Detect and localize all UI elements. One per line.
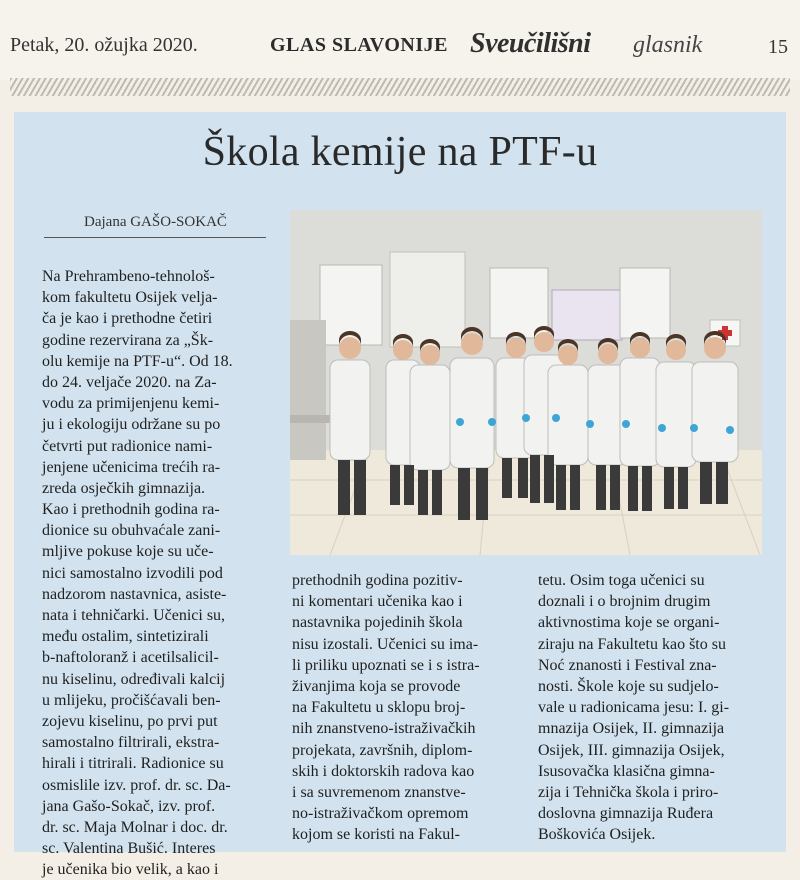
article-text-line: Kao i prethodnih godina ra- bbox=[42, 501, 220, 519]
article-text-line: Osijek, III. gimnazija Osijek, bbox=[538, 741, 725, 759]
article-column-2 bbox=[292, 570, 512, 845]
article-text-line: prethodnih godina pozitiv- bbox=[292, 572, 463, 589]
article-text-line: nih znanstveno-istraživačkih bbox=[292, 720, 476, 738]
article-text-line: doznali i o brojnim drugim bbox=[538, 593, 711, 611]
article-text-line: nisu izostali. Učenici su ima- bbox=[292, 635, 479, 653]
newspaper-name: GLAS SLAVONIJE bbox=[270, 34, 448, 56]
supplement-name: Sveučilišni bbox=[470, 28, 591, 59]
page-number: 15 bbox=[768, 36, 788, 58]
article-text-line: Boškovića Osijek. bbox=[538, 826, 656, 844]
article-text-line: sc. Valentina Bušić. Interes bbox=[42, 840, 216, 858]
article-text-line: godine rezervirana za „Šk- bbox=[42, 331, 214, 349]
article-text-line: zija i Tehnička škola i priro- bbox=[538, 783, 719, 801]
article-text-line: no-istraživačkom opremom bbox=[292, 805, 469, 823]
article-text-line: aktivnostima koje se organi- bbox=[538, 614, 720, 632]
article-text-line: dionice su obuhvaćale zani- bbox=[42, 522, 221, 540]
article-byline: Dajana GAŠO-SOKAČ bbox=[84, 214, 227, 230]
supplement-subname: glasnik bbox=[633, 32, 703, 58]
article-text-line: četvrti put radionice nami- bbox=[42, 437, 213, 455]
article-text-line: kojom se koristi na Fakul- bbox=[292, 826, 460, 844]
article-column-3 bbox=[538, 570, 764, 845]
article-text-line: li priliku upoznati se i s istra- bbox=[292, 656, 480, 674]
article-text-line: nadzorom nastavnica, asiste- bbox=[42, 585, 227, 603]
article-text-line: ni komentari učenika kao i bbox=[292, 593, 463, 611]
article-text-line: živanjima koja se provode bbox=[292, 677, 461, 695]
article-text-line: projekata, završnih, diplom- bbox=[292, 741, 473, 759]
article-text-line: nici samostalno izvodili pod bbox=[42, 564, 223, 582]
article-text-line: nastavnika pojedinih škola bbox=[292, 614, 463, 632]
article-text-line: na Fakultetu u sklopu broj- bbox=[292, 699, 466, 717]
article-text-line: hirali i titrirali. Radionice su bbox=[42, 755, 224, 773]
article-text-line: među ostalim, sintetizirali bbox=[42, 628, 209, 646]
article-text-line: vale u radionicama jesu: I. gi- bbox=[538, 699, 730, 717]
byline-divider bbox=[44, 237, 266, 238]
group-photo-icon bbox=[290, 210, 762, 555]
article-text-line: ziraju na Fakultetu kao što su bbox=[538, 635, 726, 653]
article-text-line: b-naftoloranž i acetilsalicil- bbox=[42, 649, 219, 667]
article-text-line: olu kemije na PTF-u“. Od 18. bbox=[42, 352, 233, 370]
article-text-line: jana Gašo-Sokač, izv. prof. bbox=[42, 797, 216, 815]
article-text-line: skih i doktorskih radova kao bbox=[292, 762, 475, 780]
issue-date: Petak, 20. ožujka 2020. bbox=[10, 34, 198, 56]
article-text-line: doslovna gimnazija Ruđera bbox=[538, 805, 714, 823]
article-title: Škola kemije na PTF-u bbox=[202, 129, 598, 175]
article-text-line: i sa suvremenom znanstve- bbox=[292, 783, 466, 801]
article-text-line: do 24. veljače 2020. na Za- bbox=[42, 373, 217, 391]
article-text-line: jenjene učenicima trećih ra- bbox=[42, 458, 221, 476]
article-text-line: Na Prehrambeno-tehnološ- bbox=[42, 268, 215, 285]
header-divider bbox=[10, 78, 790, 96]
article-text-line: zreda osječkih gimnazija. bbox=[42, 479, 206, 497]
article-text-line: mnazija Osijek, II. gimnazija bbox=[538, 720, 725, 738]
article-text-line: mljive pokuse koje su uče- bbox=[42, 543, 214, 561]
article-text-line: kom fakultetu Osijek velja- bbox=[42, 289, 218, 307]
article-column-1 bbox=[42, 266, 270, 880]
article-text-line: nosti. Škole koje su sudjelo- bbox=[538, 677, 719, 695]
article-text-line: Isusovačka klasična gimna- bbox=[538, 762, 715, 780]
article-text-line: ju i ekologiju održane su po bbox=[42, 416, 221, 434]
article-text-line: nu kiselinu, određivali kalcij bbox=[42, 670, 226, 688]
article-text-line: nata i tehničarki. Učenici su, bbox=[42, 607, 226, 624]
article-text-line: Noć znanosti i Festival zna- bbox=[538, 656, 717, 674]
newspaper-header bbox=[0, 0, 800, 80]
article-text-line: osmislile izv. prof. dr. sc. Da- bbox=[42, 776, 231, 794]
article-text-line: samostalno filtrirali, ekstra- bbox=[42, 734, 220, 752]
article-text-line: ča je kao i prethodne četiri bbox=[42, 310, 213, 328]
photo-illustration bbox=[290, 210, 762, 555]
article-text-line: zojevu kiselinu, po prvi put bbox=[42, 712, 218, 730]
article-text-line: tetu. Osim toga učenici su bbox=[538, 572, 705, 589]
article-text-line: je učenika bio velik, a kao i bbox=[42, 861, 219, 879]
article-text-line: u mlijeku, pročišćavali ben- bbox=[42, 691, 221, 709]
article-text-line: vodu za primijenjenu kemi- bbox=[42, 395, 220, 413]
article-text-line: dr. sc. Maja Molnar i doc. dr. bbox=[42, 818, 228, 836]
